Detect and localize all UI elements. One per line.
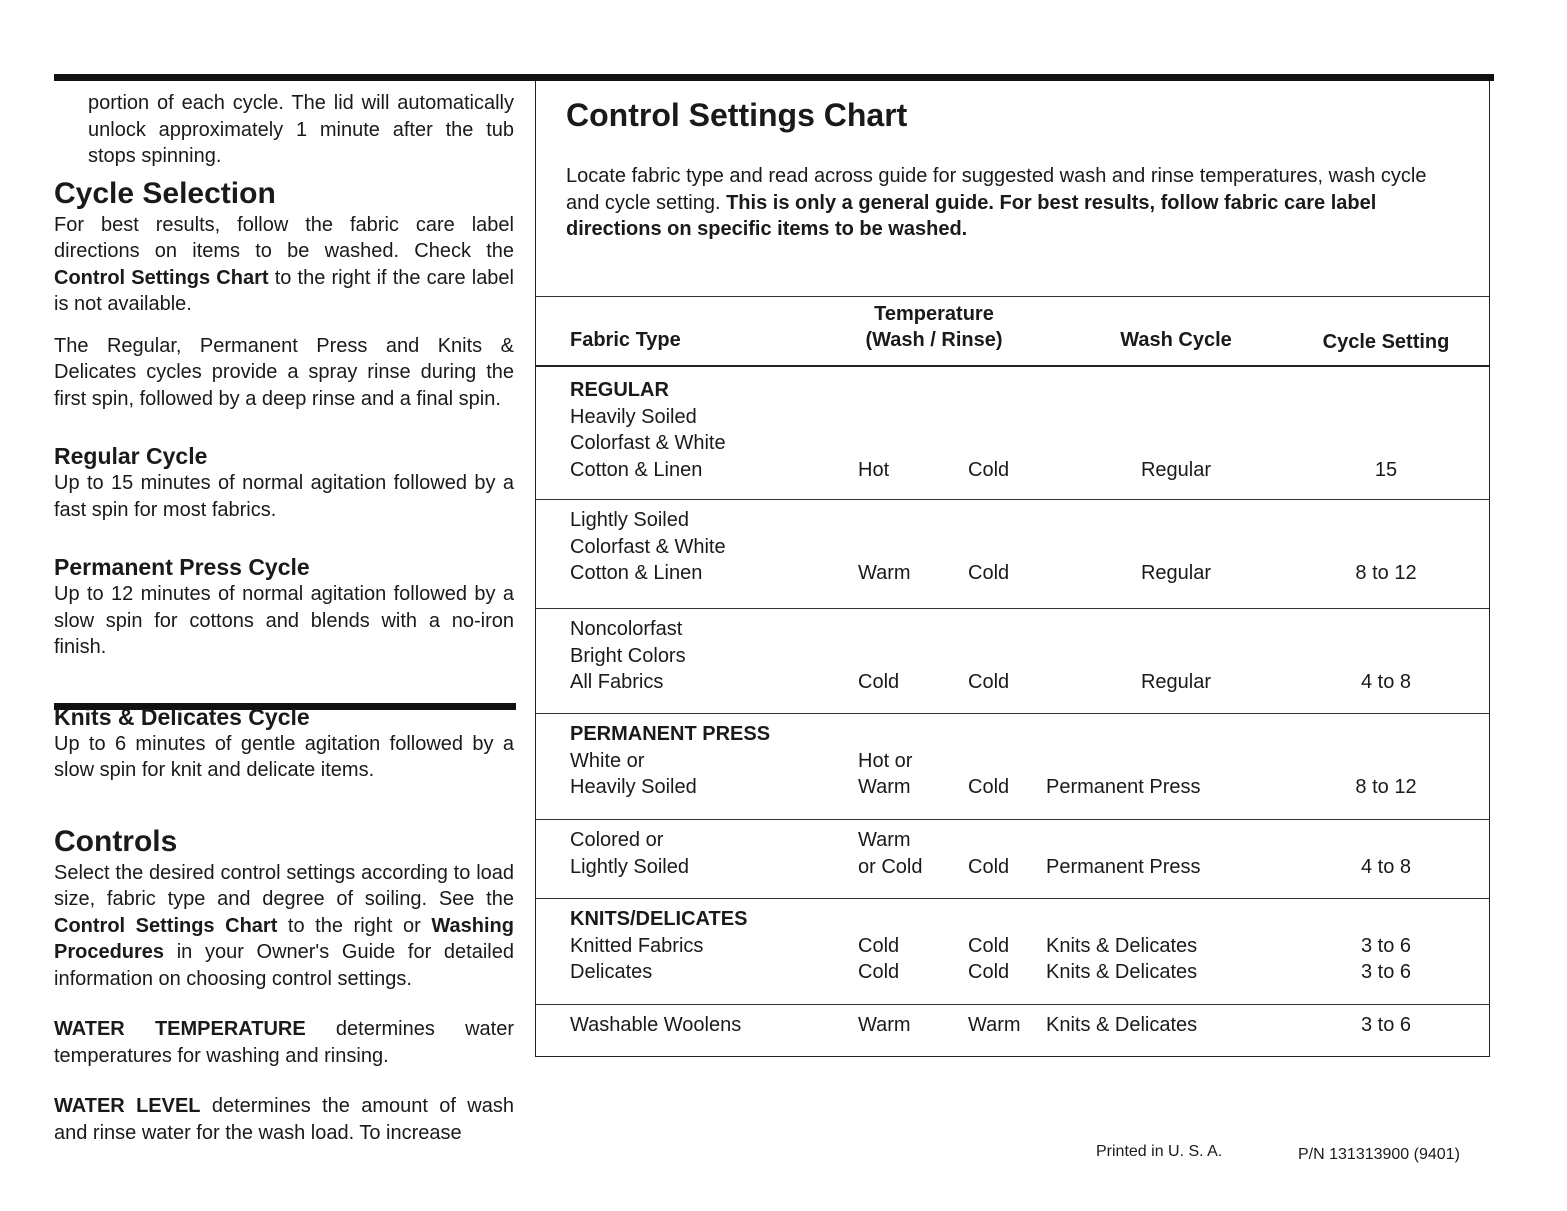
fabric-type-line: Cotton & Linen — [570, 458, 703, 481]
regular-cycle-heading: Regular Cycle — [54, 443, 208, 469]
header-fabric-type: Fabric Type — [570, 329, 681, 351]
knits-delicates-text: Up to 6 minutes of gentle agitation followed by a slow spin for knit and delicate items. — [54, 732, 514, 781]
spray-rinse-text: The Regular, Permanent Press and Knits & Delicates cycles provide a spray rinse during the first spin, followed by a deep rinse and a final spin. — [54, 334, 514, 410]
cycle-setting-value: 8 to 12 — [1355, 562, 1417, 584]
wash-temperature: Cold — [858, 671, 900, 693]
intro-text: portion of each cycle. The lid will automatically unlock approximately 1 minute after the tub stops spinning. — [88, 92, 514, 167]
fabric-group-label: REGULAR — [570, 379, 669, 401]
cycle-setting-value: 8 to 12 — [1355, 776, 1417, 798]
printed-in-usa: Printed in U. S. A. — [1096, 1143, 1223, 1160]
water-temperature-text: WATER TEMPERATURE determines water temperatures for washing and rinsing. — [54, 1018, 514, 1067]
header-top-rule — [536, 296, 1489, 297]
wash-temperature: Cold — [858, 961, 900, 983]
fabric-type-line: Cotton & Linen — [570, 562, 703, 584]
cycle-setting-value: 15 — [1374, 458, 1398, 481]
fabric-type-line: Lightly Soiled — [570, 855, 689, 878]
table-row — [536, 819, 1489, 899]
wash-cycle-value: Knits & Delicates — [1046, 961, 1198, 983]
wash-temperature: Warm — [858, 776, 911, 798]
fabric-type-line: All Fabrics — [570, 671, 664, 693]
rinse-temperature: Cold — [968, 961, 1010, 983]
rinse-temperature: Cold — [968, 855, 1010, 878]
fabric-type-line: Colorfast & White — [570, 535, 726, 558]
cycle-setting-value: 3 to 6 — [1360, 1014, 1412, 1036]
permanent-press-heading: Permanent Press Cycle — [54, 554, 310, 580]
knits-delicates-heading: Knits & Delicates Cycle — [54, 703, 310, 730]
left-column — [54, 90, 514, 1146]
wash-cycle-value: Knits & Delicates — [1046, 934, 1198, 957]
wash-temperature: Warm — [858, 1014, 911, 1036]
fabric-type-line: Washable Woolens — [570, 1014, 742, 1036]
table-row — [536, 608, 1489, 714]
fabric-group-label: KNITS/DELICATES — [570, 908, 748, 930]
fabric-type-line: Lightly Soiled — [570, 509, 689, 531]
fabric-type-line: Heavily Soiled — [570, 405, 697, 428]
rinse-temperature: Cold — [968, 934, 1010, 957]
table-row — [536, 499, 1489, 609]
cycle-setting-value: 4 to 8 — [1360, 855, 1412, 878]
wash-cycle-value: Regular — [1140, 671, 1212, 693]
regular-cycle-text: Up to 15 minutes of normal agitation followed by a fast spin for most fabrics. — [54, 472, 514, 521]
top-rule — [54, 74, 1494, 81]
part-number: P/N 131313900 (9401) — [1298, 1146, 1460, 1163]
table-row — [536, 713, 1489, 820]
water-level-text: WATER LEVEL determines the amount of wash and rinse water for the wash load. To increase — [54, 1095, 514, 1144]
wash-cycle-value: Permanent Press — [1046, 855, 1201, 878]
chart-intro: Locate fabric type and read across guide for suggested wash and rinse temperatures, wash cycle and cycle setting. This is only a general guide. For best results, follow fabric care label directions on specific items to be washed. — [566, 165, 1427, 240]
wash-cycle-value: Regular — [1140, 562, 1212, 584]
cycle-setting-value: 4 to 8 — [1360, 671, 1412, 693]
rinse-temperature: Cold — [968, 458, 1010, 481]
fabric-type-line: Colored or — [570, 829, 664, 851]
fabric-type-line: Delicates — [570, 961, 653, 983]
wash-cycle-value: Permanent Press — [1046, 776, 1201, 798]
control-settings-panel — [535, 81, 1490, 1057]
table-row — [536, 367, 1489, 500]
wash-temperature: Warm — [858, 562, 911, 584]
permanent-press-text: Up to 12 minutes of normal agitation followed by a slow spin for cottons and blends with a no-iron finish. — [54, 583, 514, 658]
header-wash-cycle: Wash Cycle — [1120, 329, 1232, 351]
wash-temperature: Cold — [858, 934, 900, 957]
rinse-temperature: Cold — [968, 562, 1010, 584]
controls-heading: Controls — [54, 824, 178, 858]
cycle-selection-heading: Cycle Selection — [54, 176, 276, 210]
cycle-selection-text: For best results, follow the fabric care label directions on items to be washed. Check the Control Settings Chart to the right if the care label is not available. — [54, 213, 515, 315]
fabric-type-line: Bright Colors — [570, 644, 686, 667]
fabric-type-line: Heavily Soiled — [570, 776, 697, 798]
table-row — [536, 898, 1489, 1005]
fabric-type-line: Noncolorfast — [570, 618, 683, 640]
wash-temperature: Hot or — [858, 749, 913, 772]
wash-temperature: or Cold — [858, 855, 923, 878]
rinse-temperature: Cold — [968, 776, 1010, 798]
wash-temperature: Hot — [858, 458, 890, 481]
table-row — [536, 1004, 1489, 1056]
wash-cycle-value: Knits & Delicates — [1046, 1014, 1198, 1036]
controls-text: Select the desired control settings according to load size, fabric type and degree of soiling. See the Control Settings Chart to the right or Washing Procedures in your Owner's Guide for detailed information on choosing control settings. — [54, 861, 514, 990]
wash-cycle-value: Regular — [1140, 458, 1212, 481]
rinse-temperature: Warm — [968, 1014, 1021, 1036]
rinse-temperature: Cold — [968, 671, 1010, 693]
cycle-setting-value: 3 to 6 — [1360, 934, 1412, 957]
fabric-group-label: PERMANENT PRESS — [570, 723, 771, 745]
fabric-type-line: White or — [570, 749, 645, 772]
header-temperature: Temperature (Wash / Rinse) — [865, 303, 1003, 351]
fabric-type-line: Knitted Fabrics — [570, 934, 704, 957]
wash-temperature: Warm — [858, 829, 911, 851]
chart-title: Control Settings Chart — [566, 97, 908, 133]
fabric-type-line: Colorfast & White — [570, 432, 726, 454]
header-cycle-setting: Cycle Setting — [1322, 331, 1450, 353]
cycle-setting-value: 3 to 6 — [1360, 961, 1412, 983]
